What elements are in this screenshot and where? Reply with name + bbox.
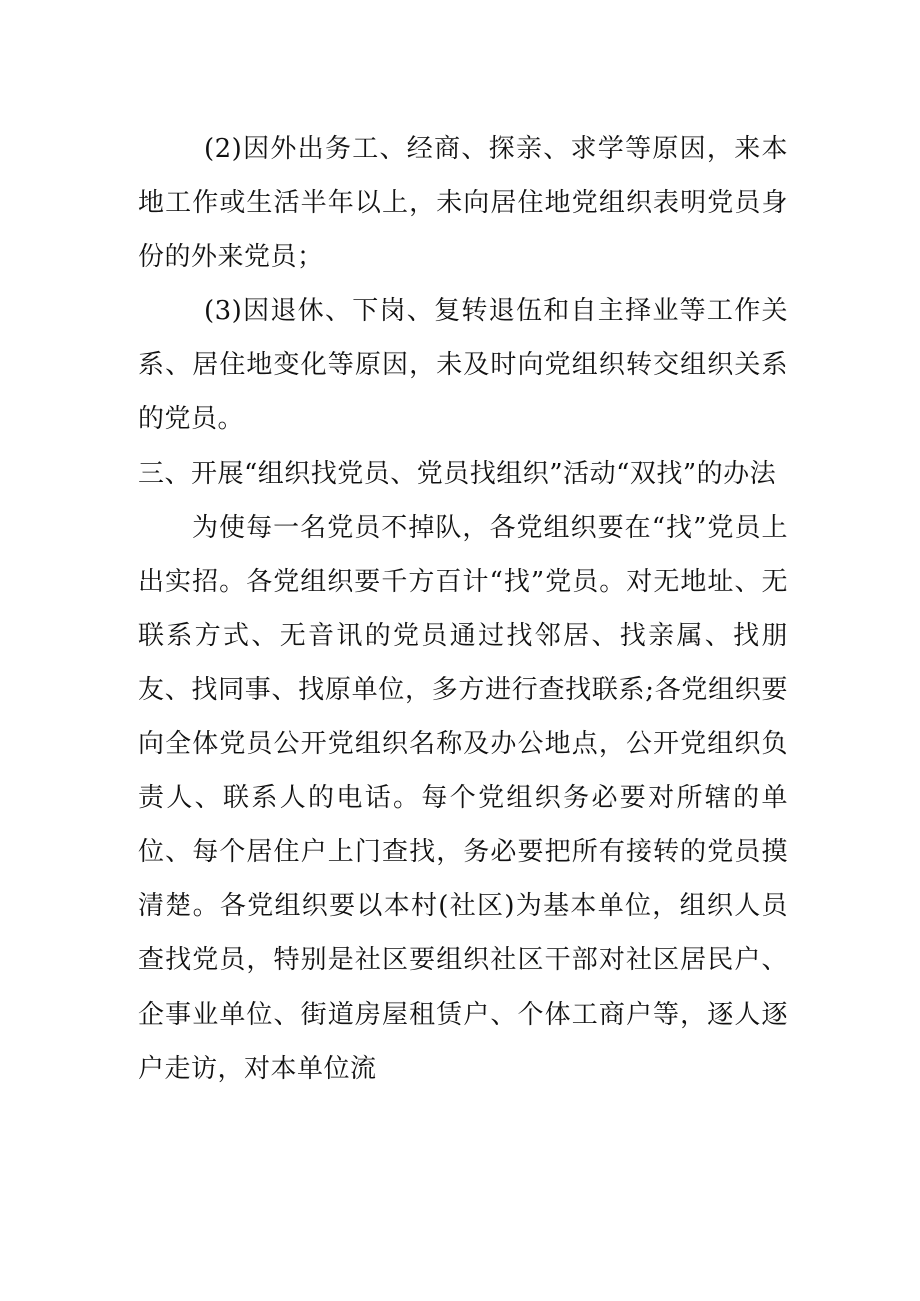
paragraph-item-3: (3)因退休、下岗、复转退伍和自主择业等工作关系、居住地变化等原因，未及时向党组织转交组织关系的党员。: [138, 296, 788, 435]
section-heading: 三、开展“组织找党员、党员找组织”活动“双找”的办法: [138, 458, 777, 489]
document-body: [138, 122, 788, 1096]
body-paragraph: 为使每一名党员不掉队，各党组织要在“找”党员上出实招。各党组织要千方百计“找”党员。对无地址、无联系方式、无音讯的党员通过找邻居、找亲属、找朋友、找同事、找原单位，多方进行查找联系;各党组织要向全体党员公开党组织名称及办公地点，公开党组织负责人、联系人的电话。每个党组织务必要对所辖的单位、每个居住户上门查找，务必要把所有接转的党员摸清楚。各党组织要以本村(社区)为基本单位，组织人员查找党员，特别是社区要组织社区干部对社区居民户、企事业单位、街道房屋租赁户、个体工商户等，逐人逐户走访，对本单位流: [138, 512, 788, 1084]
paragraph-item-2: (2)因外出务工、经商、探亲、求学等原因，来本地工作或生活半年以上，未向居住地党组织表明党员身份的外来党员；: [138, 134, 788, 273]
